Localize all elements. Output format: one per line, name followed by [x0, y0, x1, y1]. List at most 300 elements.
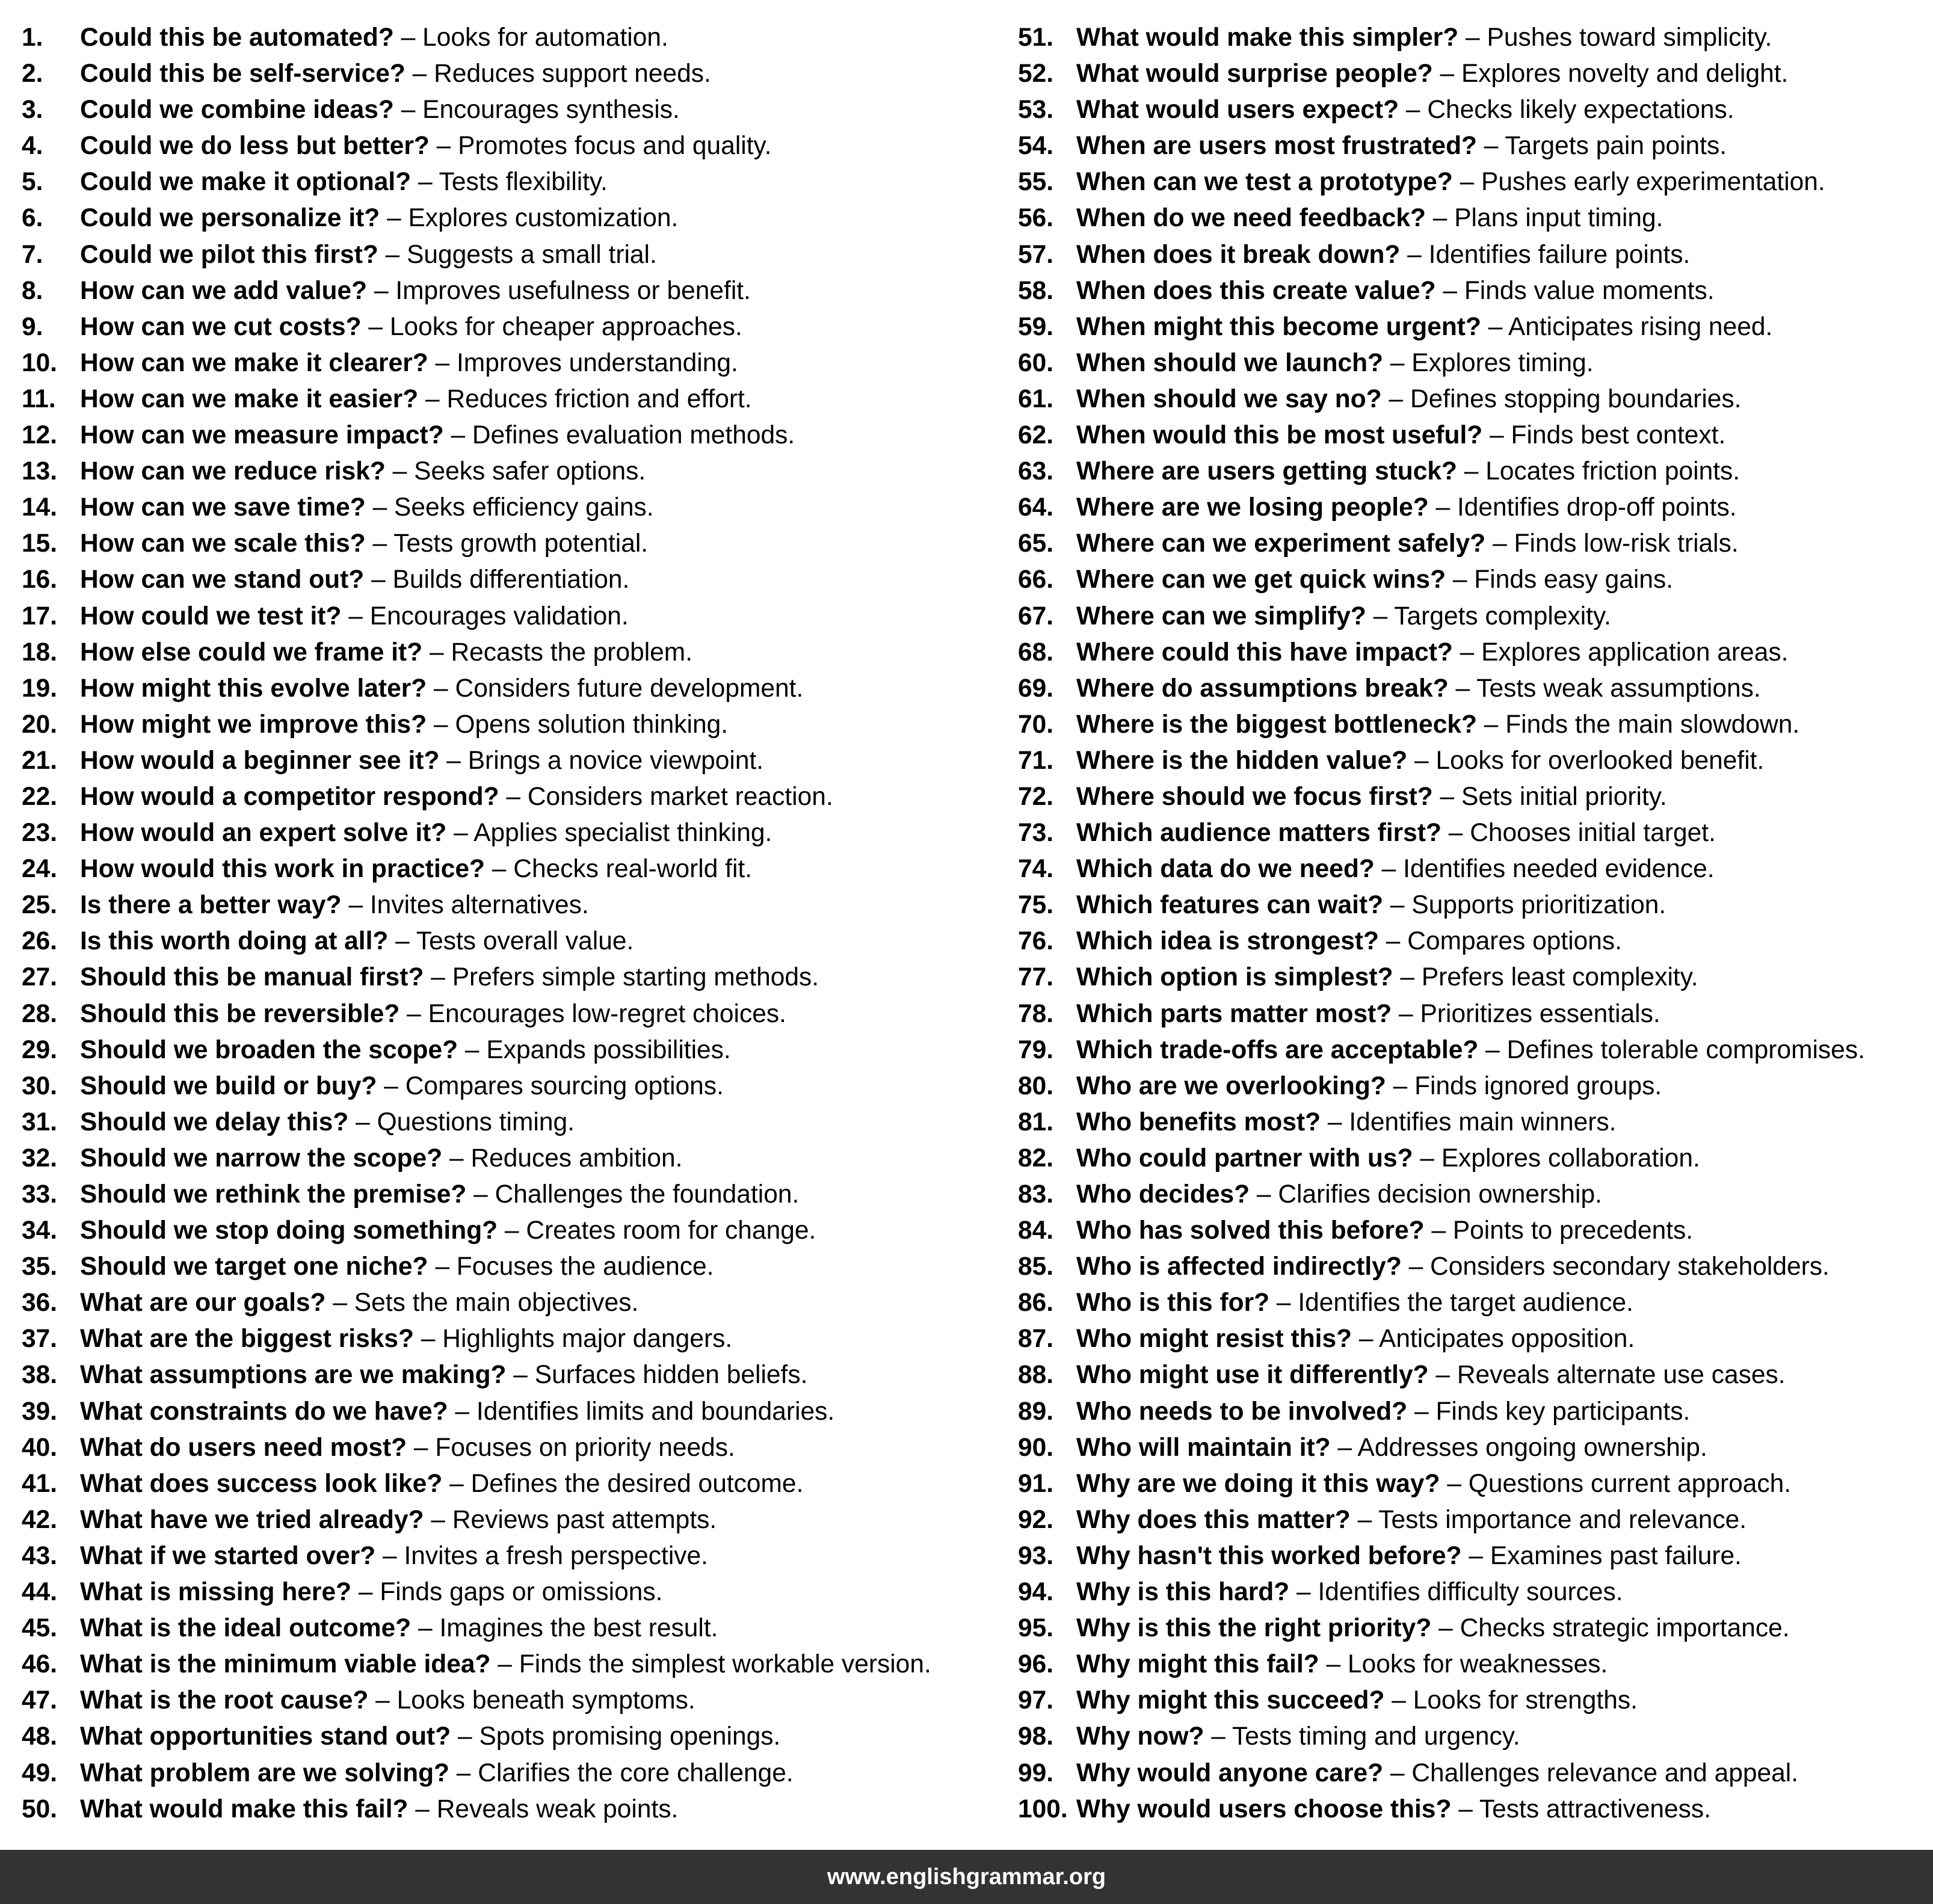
item-question: Where can we get quick wins?	[1076, 565, 1446, 594]
item-description: Checks strategic importance.	[1460, 1614, 1790, 1643]
item-question: Could this be automated?	[80, 23, 394, 52]
item-number: 37.	[22, 1325, 58, 1354]
item-number: 40.	[22, 1433, 58, 1462]
item-question: Should we rethink the premise?	[80, 1180, 467, 1209]
item-description: Checks likely expectations.	[1427, 96, 1734, 125]
list-item: 15. How can we scale this? – Tests growth potential.	[22, 529, 649, 558]
item-number: 19.	[22, 674, 58, 703]
item-description: Prefers least complexity.	[1421, 963, 1698, 992]
item-number: 64.	[1018, 493, 1054, 522]
item-number: 34.	[22, 1216, 58, 1245]
item-question: How can we scale this?	[80, 529, 366, 558]
item-question: Where is the hidden value?	[1076, 746, 1408, 775]
list-item: 91. Why are we doing it this way? – Questions current approach.	[1018, 1469, 1792, 1498]
item-description: Defines stopping boundaries.	[1410, 384, 1742, 413]
item-number: 21.	[22, 746, 58, 775]
list-item: 95. Why is this the right priority? – Checks strategic importance.	[1018, 1614, 1790, 1643]
item-number: 86.	[1018, 1289, 1054, 1317]
item-question: How can we add value?	[80, 276, 368, 305]
item-question: What do users need most?	[80, 1433, 407, 1462]
item-description: Challenges relevance and appeal.	[1411, 1758, 1799, 1787]
list-item: 47. What is the root cause? – Looks beneath symptoms.	[22, 1686, 695, 1715]
list-item: 70. Where is the biggest bottleneck? – Finds the main slowdown.	[1018, 710, 1800, 739]
list-item: 69. Where do assumptions break? – Tests weak assumptions.	[1018, 674, 1761, 703]
list-item: 25. Is there a better way? – Invites alternatives.	[22, 891, 589, 920]
item-description: Identifies difficulty sources.	[1318, 1578, 1623, 1607]
item-number: 31.	[22, 1108, 58, 1136]
list-item: 34. Should we stop doing something? – Creates room for change.	[22, 1216, 816, 1245]
item-description: Reveals alternate use cases.	[1457, 1361, 1786, 1390]
item-description: Finds value moments.	[1464, 276, 1715, 305]
list-item: 33. Should we rethink the premise? – Challenges the foundation.	[22, 1180, 800, 1209]
item-question: When do we need feedback?	[1076, 204, 1426, 233]
item-number: 49.	[22, 1758, 58, 1787]
item-question: Could we pilot this first?	[80, 240, 378, 269]
item-description: Anticipates rising need.	[1508, 312, 1773, 341]
list-item: 8. How can we add value? – Improves usefulness or benefit.	[22, 276, 751, 305]
item-question: When are users most frustrated?	[1076, 132, 1477, 161]
item-number: 53.	[1018, 96, 1054, 125]
item-description: Identifies the target audience.	[1298, 1289, 1633, 1317]
item-question: Who has solved this before?	[1076, 1216, 1425, 1245]
list-item: 30. Should we build or buy? – Compares sourcing options.	[22, 1071, 724, 1100]
item-description: Spots promising openings.	[479, 1722, 781, 1751]
item-question: When might this become urgent?	[1076, 312, 1481, 341]
item-number: 82.	[1018, 1144, 1054, 1172]
item-number: 14.	[22, 493, 58, 522]
item-description: Improves usefulness or benefit.	[395, 276, 751, 305]
item-question: Why is this hard?	[1076, 1578, 1290, 1607]
item-description: Reduces support needs.	[434, 60, 711, 88]
list-item: 65. Where can we experiment safely? – Finds low-risk trials.	[1018, 529, 1739, 558]
item-description: Targets pain points.	[1505, 132, 1727, 161]
item-description: Invites alternatives.	[369, 891, 589, 920]
item-description: Improves understanding.	[457, 348, 738, 377]
item-number: 70.	[1018, 710, 1054, 739]
list-item: 42. What have we tried already? – Reviews past attempts.	[22, 1505, 717, 1534]
list-item: 96. Why might this fail? – Looks for weaknesses.	[1018, 1650, 1608, 1679]
list-item: 37. What are the biggest risks? – Highlights major dangers.	[22, 1325, 733, 1354]
item-number: 89.	[1018, 1397, 1054, 1426]
list-item: 75. Which features can wait? – Supports prioritization.	[1018, 891, 1666, 920]
item-description: Encourages validation.	[369, 602, 629, 630]
list-item: 46. What is the minimum viable idea? – Finds the simplest workable version.	[22, 1650, 931, 1679]
item-description: Looks for cheaper approaches.	[389, 312, 742, 341]
item-question: Who benefits most?	[1076, 1108, 1321, 1136]
item-question: Is there a better way?	[80, 891, 342, 920]
item-number: 75.	[1018, 891, 1054, 920]
list-item: 61. When should we say no? – Defines stopping boundaries.	[1018, 384, 1742, 413]
item-question: Who needs to be involved?	[1076, 1397, 1408, 1426]
item-number: 58.	[1018, 276, 1054, 305]
list-item: 76. Which idea is strongest? – Compares options.	[1018, 927, 1622, 956]
item-question: Which parts matter most?	[1076, 999, 1392, 1028]
list-item: 80. Who are we overlooking? – Finds ignored groups.	[1018, 1071, 1662, 1100]
item-question: What is the minimum viable idea?	[80, 1650, 491, 1679]
item-description: Explores customization.	[408, 204, 679, 233]
item-description: Explores collaboration.	[1441, 1144, 1700, 1172]
item-question: Who could partner with us?	[1076, 1144, 1413, 1172]
list-item: 62. When would this be most useful? – Finds best context.	[1018, 421, 1726, 450]
list-item: 36. What are our goals? – Sets the main objectives.	[22, 1289, 639, 1317]
item-description: Finds the main slowdown.	[1505, 710, 1800, 739]
item-question: How can we measure impact?	[80, 421, 444, 450]
item-question: Which audience matters first?	[1076, 819, 1441, 848]
item-description: Finds low-risk trials.	[1514, 529, 1739, 558]
list-item: 100. Why would users choose this? – Tests attractiveness.	[1018, 1795, 1711, 1823]
item-number: 42.	[22, 1505, 58, 1534]
item-number: 22.	[22, 782, 58, 811]
list-item: 6. Could we personalize it? – Explores customization.	[22, 204, 679, 233]
item-description: Compares options.	[1407, 927, 1622, 956]
item-question: Should this be manual first?	[80, 963, 424, 992]
item-question: What problem are we solving?	[80, 1758, 449, 1787]
item-question: Who are we overlooking?	[1076, 1071, 1386, 1100]
item-question: Should we target one niche?	[80, 1252, 428, 1281]
item-question: How could we test it?	[80, 602, 342, 630]
list-item: 48. What opportunities stand out? – Spots promising openings.	[22, 1722, 781, 1751]
item-number: 90.	[1018, 1433, 1054, 1462]
item-number: 15.	[22, 529, 58, 558]
item-question: What would users expect?	[1076, 96, 1399, 125]
item-number: 5.	[22, 168, 43, 197]
item-question: Should we narrow the scope?	[80, 1144, 443, 1172]
list-item: 90. Who will maintain it? – Addresses ongoing ownership.	[1018, 1433, 1707, 1462]
item-question: What assumptions are we making?	[80, 1361, 507, 1390]
list-item: 68. Where could this have impact? – Explores application areas.	[1018, 638, 1789, 667]
item-number: 48.	[22, 1722, 58, 1751]
item-description: Focuses the audience.	[456, 1252, 714, 1281]
list-item: 51. What would make this simpler? – Pushes toward simplicity.	[1018, 23, 1772, 52]
item-description: Identifies failure points.	[1428, 240, 1691, 269]
item-description: Supports prioritization.	[1411, 891, 1666, 920]
item-question: What would make this fail?	[80, 1795, 408, 1823]
item-description: Suggests a small trial.	[407, 240, 657, 269]
item-description: Brings a novice viewpoint.	[467, 746, 764, 775]
item-question: What have we tried already?	[80, 1505, 424, 1534]
footer-site-url: www.englishgrammar.org	[0, 1850, 1933, 1904]
item-question: How might we improve this?	[80, 710, 427, 739]
item-question: How would this work in practice?	[80, 855, 485, 884]
item-description: Sets the main objectives.	[354, 1289, 639, 1317]
item-question: Should we delay this?	[80, 1108, 349, 1136]
item-question: When can we test a prototype?	[1076, 168, 1453, 197]
item-number: 62.	[1018, 421, 1054, 450]
item-number: 77.	[1018, 963, 1054, 992]
list-item: 94. Why is this hard? – Identifies difficulty sources.	[1018, 1578, 1623, 1607]
item-description: Tests importance and relevance.	[1378, 1505, 1747, 1534]
item-number: 8.	[22, 276, 43, 305]
list-item: 18. How else could we frame it? – Recasts the problem.	[22, 638, 693, 667]
item-description: Builds differentiation.	[392, 565, 630, 594]
item-description: Compares sourcing options.	[405, 1071, 724, 1100]
item-number: 85.	[1018, 1252, 1054, 1281]
item-number: 1.	[22, 23, 43, 52]
item-question: What does success look like?	[80, 1469, 443, 1498]
item-description: Invites a fresh perspective.	[404, 1541, 708, 1570]
list-item: 20. How might we improve this? – Opens solution thinking.	[22, 710, 729, 739]
item-description: Highlights major dangers.	[442, 1325, 733, 1354]
item-number: 50.	[22, 1795, 58, 1823]
item-number: 73.	[1018, 819, 1054, 848]
list-item: 2. Could this be self-service? – Reduces support needs.	[22, 60, 711, 88]
item-number: 26.	[22, 927, 58, 956]
item-number: 93.	[1018, 1541, 1054, 1570]
list-item: 16. How can we stand out? – Builds differentiation.	[22, 565, 630, 594]
item-question: Where is the biggest bottleneck?	[1076, 710, 1477, 739]
list-item: 3. Could we combine ideas? – Encourages synthesis.	[22, 96, 680, 125]
item-description: Reveals weak points.	[436, 1795, 679, 1823]
item-number: 7.	[22, 240, 43, 269]
item-question: Who will maintain it?	[1076, 1433, 1331, 1462]
item-description: Considers market reaction.	[527, 782, 833, 811]
item-question: How would an expert solve it?	[80, 819, 447, 848]
item-question: Where can we experiment safely?	[1076, 529, 1486, 558]
list-item: 9. How can we cut costs? – Looks for cheaper approaches.	[22, 312, 742, 341]
item-question: Could we make it optional?	[80, 168, 412, 197]
item-description: Questions current approach.	[1468, 1469, 1792, 1498]
list-item: 99. Why would anyone care? – Challenges relevance and appeal.	[1018, 1758, 1799, 1787]
list-item: 60. When should we launch? – Explores timing.	[1018, 348, 1594, 377]
item-number: 98.	[1018, 1722, 1054, 1751]
item-number: 80.	[1018, 1071, 1054, 1100]
item-question: Where are we losing people?	[1076, 493, 1429, 522]
item-description: Tests weak assumptions.	[1476, 674, 1761, 703]
item-number: 55.	[1018, 168, 1054, 197]
list-item: 12. How can we measure impact? – Defines evaluation methods.	[22, 421, 795, 450]
item-number: 78.	[1018, 999, 1054, 1028]
item-number: 3.	[22, 96, 43, 125]
item-question: Why is this the right priority?	[1076, 1614, 1432, 1643]
item-number: 9.	[22, 312, 43, 341]
list-item: 24. How would this work in practice? – Checks real-world fit.	[22, 855, 753, 884]
item-question: Which option is simplest?	[1076, 963, 1393, 992]
item-description: Opens solution thinking.	[455, 710, 729, 739]
list-item: 78. Which parts matter most? – Prioritizes essentials.	[1018, 999, 1660, 1028]
item-number: 13.	[22, 457, 58, 486]
item-description: Clarifies the core challenge.	[478, 1758, 794, 1787]
item-question: How might this evolve later?	[80, 674, 427, 703]
list-item: 74. Which data do we need? – Identifies needed evidence.	[1018, 855, 1715, 884]
item-question: How can we stand out?	[80, 565, 365, 594]
item-description: Looks for automation.	[422, 23, 668, 52]
item-description: Recasts the problem.	[451, 638, 693, 667]
list-item: 41. What does success look like? – Defines the desired outcome.	[22, 1469, 804, 1498]
item-number: 41.	[22, 1469, 58, 1498]
item-question: What would make this simpler?	[1076, 23, 1459, 52]
item-question: How can we reduce risk?	[80, 457, 386, 486]
item-question: What is the root cause?	[80, 1686, 369, 1715]
item-number: 29.	[22, 1035, 58, 1064]
item-description: Locates friction points.	[1485, 457, 1740, 486]
item-number: 65.	[1018, 529, 1054, 558]
item-number: 83.	[1018, 1180, 1054, 1209]
item-number: 88.	[1018, 1361, 1054, 1390]
list-item: 27. Should this be manual first? – Prefers simple starting methods.	[22, 963, 819, 992]
item-number: 97.	[1018, 1686, 1054, 1715]
item-question: How can we make it easier?	[80, 384, 419, 413]
item-description: Targets complexity.	[1394, 602, 1611, 630]
list-item: 84. Who has solved this before? – Points to precedents.	[1018, 1216, 1694, 1245]
item-question: Should we stop doing something?	[80, 1216, 498, 1245]
item-question: Where do assumptions break?	[1076, 674, 1449, 703]
item-question: Is this worth doing at all?	[80, 927, 389, 956]
list-item: 11. How can we make it easier? – Reduces friction and effort.	[22, 384, 752, 413]
item-description: Clarifies decision ownership.	[1278, 1180, 1602, 1209]
item-description: Explores timing.	[1411, 348, 1594, 377]
item-description: Encourages synthesis.	[422, 96, 680, 125]
list-item: 52. What would surprise people? – Explores novelty and delight.	[1018, 60, 1789, 88]
list-item: 92. Why does this matter? – Tests importance and relevance.	[1018, 1505, 1747, 1534]
item-question: Where should we focus first?	[1076, 782, 1433, 811]
item-question: Why would users choose this?	[1076, 1795, 1452, 1823]
item-question: Where could this have impact?	[1076, 638, 1453, 667]
list-item: 87. Who might resist this? – Anticipates opposition.	[1018, 1325, 1635, 1354]
item-question: Why might this succeed?	[1076, 1686, 1385, 1715]
item-number: 56.	[1018, 204, 1054, 233]
item-number: 10.	[22, 348, 58, 377]
item-question: Which idea is strongest?	[1076, 927, 1379, 956]
item-description: Finds the simplest workable version.	[519, 1650, 931, 1679]
item-description: Chooses initial target.	[1470, 819, 1716, 848]
item-number: 84.	[1018, 1216, 1054, 1245]
item-question: What are our goals?	[80, 1289, 326, 1317]
item-description: Looks beneath symptoms.	[396, 1686, 695, 1715]
item-question: How would a beginner see it?	[80, 746, 440, 775]
item-number: 61.	[1018, 384, 1054, 413]
list-item: 82. Who could partner with us? – Explores collaboration.	[1018, 1144, 1700, 1172]
item-description: Reduces friction and effort.	[446, 384, 752, 413]
item-number: 38.	[22, 1361, 58, 1390]
item-number: 72.	[1018, 782, 1054, 811]
item-number: 36.	[22, 1289, 58, 1317]
list-item: 85. Who is affected indirectly? – Considers secondary stakeholders.	[1018, 1252, 1830, 1281]
item-question: Should we broaden the scope?	[80, 1035, 458, 1064]
item-description: Checks real-world fit.	[513, 855, 753, 884]
item-description: Questions timing.	[377, 1108, 575, 1136]
list-item: 23. How would an expert solve it? – Applies specialist thinking.	[22, 819, 772, 848]
item-question: Which features can wait?	[1076, 891, 1384, 920]
item-number: 23.	[22, 819, 58, 848]
item-question: When does this create value?	[1076, 276, 1436, 305]
list-item: 7. Could we pilot this first? – Suggests a small trial.	[22, 240, 657, 269]
list-item: 50. What would make this fail? – Reveals weak points.	[22, 1795, 679, 1823]
item-question: When should we launch?	[1076, 348, 1383, 377]
item-number: 100.	[1018, 1795, 1068, 1823]
list-item: 44. What is missing here? – Finds gaps or omissions.	[22, 1578, 663, 1607]
item-question: When should we say no?	[1076, 384, 1382, 413]
item-description: Looks for weaknesses.	[1348, 1650, 1608, 1679]
list-item: 1. Could this be automated? – Looks for automation.	[22, 23, 668, 52]
list-item: 43. What if we started over? – Invites a fresh perspective.	[22, 1541, 708, 1570]
list-item: 86. Who is this for? – Identifies the target audience.	[1018, 1289, 1633, 1317]
item-number: 74.	[1018, 855, 1054, 884]
list-item: 71. Where is the hidden value? – Looks for overlooked benefit.	[1018, 746, 1765, 775]
item-question: Could we personalize it?	[80, 204, 380, 233]
item-question: Could we do less but better?	[80, 132, 430, 161]
item-description: Seeks safer options.	[414, 457, 646, 486]
item-question: Why hasn't this worked before?	[1076, 1541, 1462, 1570]
list-item: 31. Should we delay this? – Questions timing.	[22, 1108, 575, 1136]
item-number: 60.	[1018, 348, 1054, 377]
item-number: 69.	[1018, 674, 1054, 703]
item-number: 54.	[1018, 132, 1054, 161]
item-number: 35.	[22, 1252, 58, 1281]
item-question: When does it break down?	[1076, 240, 1401, 269]
list-item: 17. How could we test it? – Encourages validation.	[22, 602, 629, 630]
item-description: Tests flexibility.	[439, 168, 608, 197]
item-question: Could this be self-service?	[80, 60, 405, 88]
list-item: 21. How would a beginner see it? – Brings a novice viewpoint.	[22, 746, 764, 775]
list-item: 45. What is the ideal outcome? – Imagines the best result.	[22, 1614, 718, 1643]
list-item: 35. Should we target one niche? – Focuses the audience.	[22, 1252, 714, 1281]
item-question: When would this be most useful?	[1076, 421, 1483, 450]
item-number: 20.	[22, 710, 58, 739]
item-question: How would a competitor respond?	[80, 782, 499, 811]
list-item: 26. Is this worth doing at all? – Tests overall value.	[22, 927, 634, 956]
list-item: 10. How can we make it clearer? – Improves understanding.	[22, 348, 738, 377]
item-number: 6.	[22, 204, 43, 233]
list-item: 38. What assumptions are we making? – Surfaces hidden beliefs.	[22, 1361, 808, 1390]
item-description: Explores novelty and delight.	[1461, 60, 1789, 88]
item-description: Looks for strengths.	[1413, 1686, 1638, 1715]
item-description: Finds ignored groups.	[1414, 1071, 1662, 1100]
item-description: Finds easy gains.	[1474, 565, 1674, 594]
list-item: 59. When might this become urgent? – Anticipates rising need.	[1018, 312, 1773, 341]
item-description: Imagines the best result.	[439, 1614, 718, 1643]
item-description: Expands possibilities.	[486, 1035, 731, 1064]
item-number: 18.	[22, 638, 58, 667]
list-item: 4. Could we do less but better? – Promotes focus and quality.	[22, 132, 772, 161]
item-description: Finds gaps or omissions.	[380, 1578, 663, 1607]
item-number: 66.	[1018, 565, 1054, 594]
item-question: What would surprise people?	[1076, 60, 1433, 88]
item-number: 63.	[1018, 457, 1054, 486]
list-item: 54. When are users most frustrated? – Targets pain points.	[1018, 132, 1727, 161]
item-description: Plans input timing.	[1454, 204, 1663, 233]
item-question: How can we save time?	[80, 493, 366, 522]
item-number: 95.	[1018, 1614, 1054, 1643]
item-number: 47.	[22, 1686, 58, 1715]
item-description: Considers future development.	[455, 674, 804, 703]
item-question: Why would anyone care?	[1076, 1758, 1384, 1787]
item-description: Explores application areas.	[1481, 638, 1789, 667]
item-number: 96.	[1018, 1650, 1054, 1679]
item-number: 92.	[1018, 1505, 1054, 1534]
item-question: Could we combine ideas?	[80, 96, 394, 125]
item-number: 32.	[22, 1144, 58, 1172]
item-description: Tests attractiveness.	[1479, 1795, 1711, 1823]
item-number: 52.	[1018, 60, 1054, 88]
item-description: Sets initial priority.	[1461, 782, 1667, 811]
item-question: Why does this matter?	[1076, 1505, 1351, 1534]
list-item: 19. How might this evolve later? – Considers future development.	[22, 674, 804, 703]
item-number: 68.	[1018, 638, 1054, 667]
item-description: Defines the desired outcome.	[470, 1469, 804, 1498]
list-item: 77. Which option is simplest? – Prefers least complexity.	[1018, 963, 1698, 992]
item-number: 79.	[1018, 1035, 1054, 1064]
item-description: Prioritizes essentials.	[1420, 999, 1660, 1028]
list-item: 56. When do we need feedback? – Plans input timing.	[1018, 204, 1663, 233]
item-description: Promotes focus and quality.	[458, 132, 772, 161]
item-description: Seeks efficiency gains.	[394, 493, 654, 522]
item-number: 44.	[22, 1578, 58, 1607]
list-item: 89. Who needs to be involved? – Finds key participants.	[1018, 1397, 1691, 1426]
list-item: 14. How can we save time? – Seeks efficiency gains.	[22, 493, 654, 522]
list-item: 22. How would a competitor respond? – Considers market reaction.	[22, 782, 833, 811]
item-question: Why might this fail?	[1076, 1650, 1319, 1679]
item-number: 91.	[1018, 1469, 1054, 1498]
